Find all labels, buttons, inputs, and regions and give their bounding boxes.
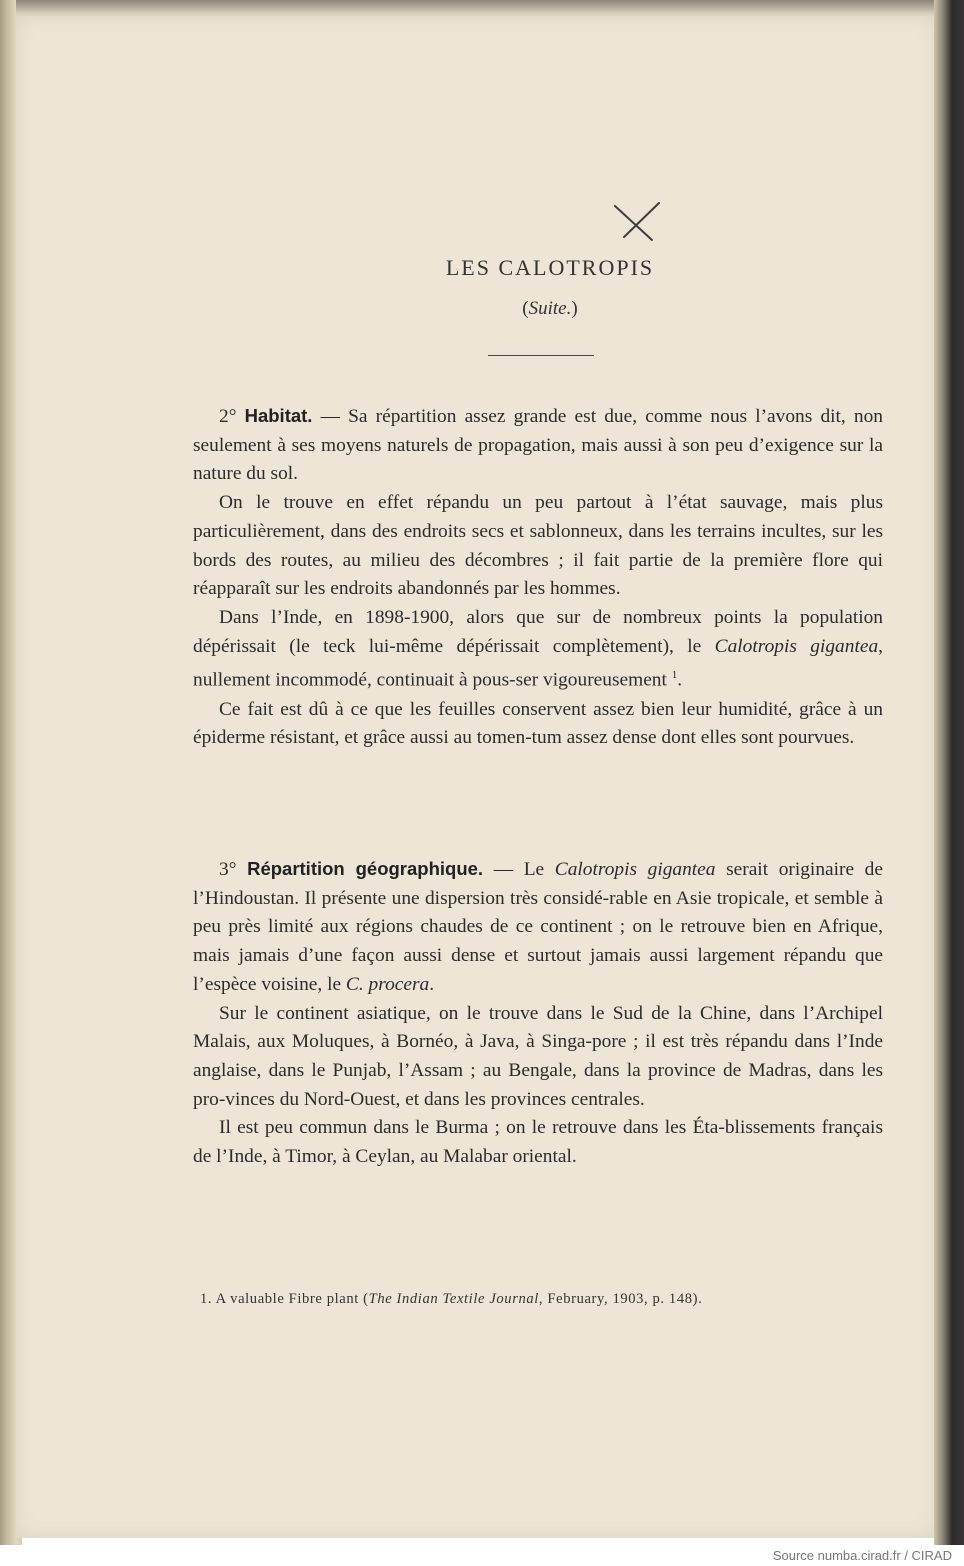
paper-sheet (16, 16, 936, 1538)
species-name-italic: Calotropis gigantea (714, 635, 879, 657)
repartition-number: 3° (219, 859, 237, 880)
species-name-italic-3: C. procera (345, 973, 430, 995)
repartition-lead-b: serait originaire de l’Hindoustan. Il présente une dispersion très considé-rable en Asie tropicale, et semble à peu près limité aux régions chaudes de ce continent ; on le retrouve bien en Afrique, mais jamais d’une façon aussi dense et surtout jamais aussi largement répandu que l’espèce voisine, le (193, 859, 883, 995)
repartition-lead-a: — Le (483, 859, 555, 880)
footnote-text-b: , February, 1903, p. 148). (538, 1291, 703, 1307)
repartition-paragraph-1 (193, 855, 883, 1000)
habitat-lead-text: — Sa répartition assez grande est due, comme nous l’avons dit, non seulement à ses moyens naturels de propagation, mais aussi à son peu d’exigence sur la nature du sol. (193, 406, 883, 485)
repartition-paragraph-3: Il est peu commun dans le Burma ; on le retrouve dans les Éta-blissements français de l’Inde, à Timor, à Ceylan, au Malabar oriental. (193, 1117, 883, 1168)
subtitle-text: Suite. (528, 298, 572, 319)
repartition-paragraph-2: Sur le continent asiatique, on le trouve dans le Sud de la Chine, dans l’Archipel Malais, aux Moluques, à Bornéo, à Java, à Singa-pore ; il est très répandu dans l’Inde anglaise, dans le Punjab, l’Assam ; au Bengale, dans la province de Madras, dans les pro-vinces du Nord-Ouest, et dans les provinces centrales. (193, 1002, 883, 1110)
footnote-journal-italic: The Indian Textile Journal (368, 1291, 539, 1307)
habitat-paragraph-4: Ce fait est dû à ce que les feuilles conservent assez bien leur humidité, grâce à un épiderme résistant, et grâce aussi au tomen-tum assez dense dont elles sont pourvues. (193, 698, 883, 749)
page-subtitle: (Suite.) (522, 298, 578, 319)
footnote (200, 1291, 900, 1308)
source-credit: Source numba.cirad.fr / CIRAD (772, 1548, 952, 1563)
section-repartition (193, 855, 883, 1172)
section-habitat (193, 402, 883, 753)
title-rule (488, 355, 594, 356)
page-title: LES CALOTROPIS (445, 255, 655, 280)
footnote-number: 1. (200, 1291, 213, 1307)
habitat-paragraph-2: On le trouve en effet répandu un peu partout à l’état sauvage, mais plus particulièrement, dans des endroits secs et sablonneux, dans les terrains incultes, sur les bords des routes, au milieu des décombres ; il fait partie de la première flore qui réapparaît sur les endroits abandonnés par les hommes. (193, 492, 883, 600)
habitat-p3-text-c: . (677, 669, 683, 691)
footnote-marker: 1 (671, 669, 678, 682)
habitat-p3-text-a: Dans l’Inde, en 1898-1900, alors que sur de nombreux points la population dépérissait (le teck lui-même dépérissait complètement), le (193, 606, 883, 657)
repartition-lead-c: . (429, 973, 435, 995)
habitat-paragraph-3 (193, 604, 883, 696)
footnote-text-a: A valuable Fibre plant ( (212, 1291, 369, 1307)
species-name-italic-2: Calotropis gigantea (554, 859, 716, 880)
habitat-heading: Habitat. (244, 405, 313, 426)
repartition-heading: Répartition géographique. (247, 858, 484, 879)
book-edge-right (934, 0, 964, 1545)
habitat-number: 2° (219, 406, 237, 427)
handwritten-x-mark (612, 200, 662, 244)
habitat-p3-text-b: , nullement incommodé, continuait à pous-ser vigoureusement (193, 635, 883, 691)
habitat-paragraph-1 (193, 402, 883, 489)
